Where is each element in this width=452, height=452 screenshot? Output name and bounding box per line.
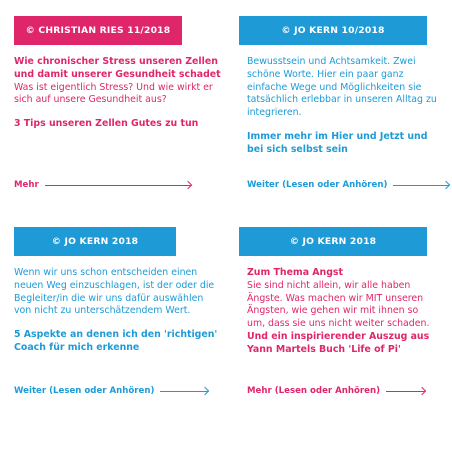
- card-header: [239, 16, 427, 45]
- more-link[interactable]: [14, 180, 191, 190]
- more-link[interactable]: [247, 386, 425, 396]
- arrow-right-icon: [393, 185, 449, 186]
- card-highlight: Immer mehr im Hier und Jetzt und bei sich selbst sein: [247, 130, 428, 155]
- card-header-label: © JO KERN 2018: [51, 236, 139, 247]
- card-lead: Zum Thema Angst: [247, 267, 343, 278]
- arrow-right-icon: [386, 391, 425, 392]
- card-body: [239, 56, 438, 157]
- card-header-label: © JO KERN 10/2018: [281, 25, 385, 36]
- card-body: [14, 56, 232, 131]
- weiter-link-label: Weiter (Lesen oder Anhören): [14, 386, 155, 396]
- card-highlight: Und ein inspirierender Auszug aus Yann Martels Buch 'Life of Pi': [247, 330, 430, 355]
- card-text: Wenn wir uns schon entscheiden einen neuen Weg einzuschlagen, ist der oder die Begleiter/in die wir uns dafür auswählen von nicht zu unterschätzendem Wert.: [14, 267, 215, 317]
- card-header: [14, 227, 176, 256]
- weiter-link[interactable]: [247, 180, 449, 190]
- article-card-coach: [14, 227, 218, 396]
- arrow-right-icon: [160, 391, 208, 392]
- card-body: [239, 267, 438, 357]
- card-text: Bewusstsein und Achtsamkeit. Zwei schöne Worte. Hier ein paar ganz einfache Wege und Möglichkeiten sie tatsächlich erlebbar in unseren Alltag zu integrieren.: [247, 56, 437, 119]
- card-header-label: © CHRISTIAN RIES 11/2018: [25, 25, 171, 36]
- card-lead: Wie chronischer Stress unseren Zellen und damit unserer Gesundheit schadet: [14, 56, 221, 80]
- article-card-achtsamkeit: [239, 16, 438, 190]
- article-card-angst: [239, 227, 438, 396]
- arrow-right-icon: [45, 185, 191, 186]
- card-header-label: © JO KERN 2018: [289, 236, 377, 247]
- card-body: [14, 267, 218, 355]
- card-highlight: 3 Tips unseren Zellen Gutes zu tun: [14, 118, 199, 130]
- card-header: [239, 227, 427, 256]
- card-text: Was ist eigentlich Stress? Und wie wirkt er sich auf unsere Gesundheit aus?: [14, 81, 213, 106]
- weiter-link[interactable]: [14, 386, 208, 396]
- weiter-link-label: Weiter (Lesen oder Anhören): [247, 180, 388, 190]
- card-text: Sie sind nicht allein, wir alle haben Ängste. Was machen wir MIT unseren Ängsten, wie gehen wir mit ihnen so um, dass sie uns nicht weiter schaden.: [247, 279, 430, 330]
- article-card-stress: [14, 16, 232, 190]
- card-header: [14, 16, 182, 45]
- more-link-label: Mehr (Lesen oder Anhören): [247, 386, 381, 396]
- more-link-label: Mehr: [14, 180, 39, 190]
- card-highlight: 5 Aspekte an denen ich den 'richtigen' Coach für mich erkenne: [14, 329, 218, 353]
